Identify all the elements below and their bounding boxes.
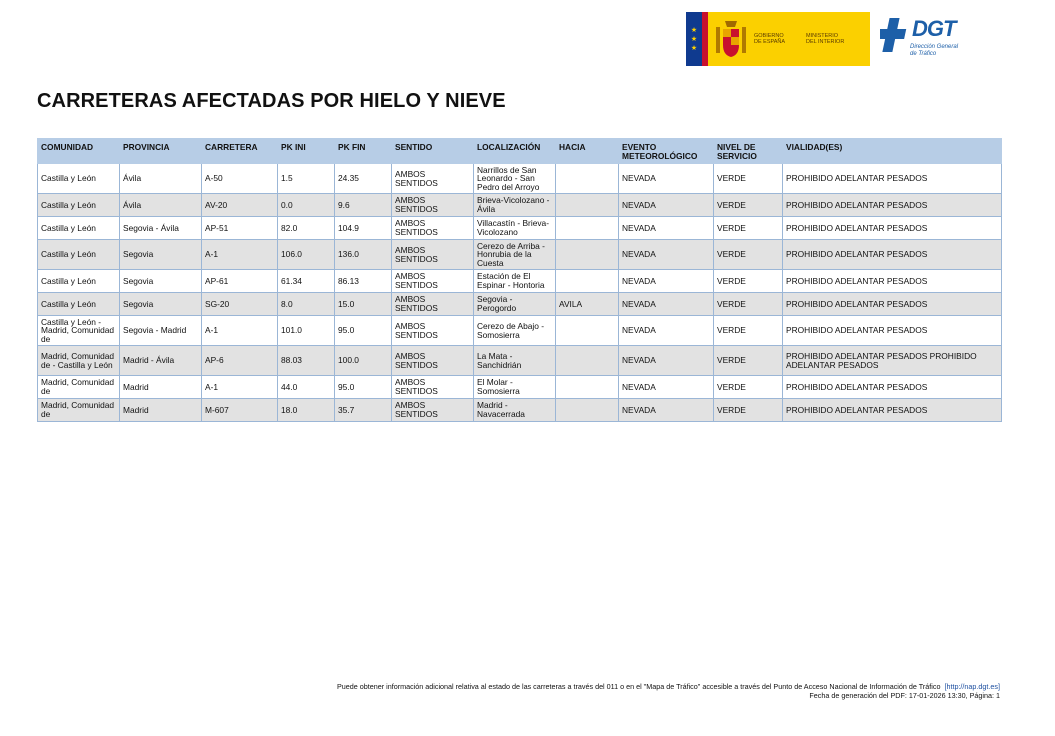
cell-comunidad: Madrid, Comunidad de xyxy=(38,399,120,422)
cell-localizacion: Narrillos de San Leonardo - San Pedro del Arroyo xyxy=(474,164,556,194)
cell-provincia: Madrid xyxy=(120,399,202,422)
cell-pk-fin: 100.0 xyxy=(335,346,392,376)
cell-evento: NEVADA xyxy=(619,293,714,316)
footer-generated: Fecha de generación del PDF: 17-01-2026 13:30, Página: 1 xyxy=(809,691,1000,700)
cell-sentido: AMBOS SENTIDOS xyxy=(392,164,474,194)
cell-provincia: Ávila xyxy=(120,164,202,194)
cell-hacia xyxy=(556,240,619,270)
cell-sentido: AMBOS SENTIDOS xyxy=(392,194,474,217)
dgt-cross-icon xyxy=(880,16,910,54)
cell-hacia: AVILA xyxy=(556,293,619,316)
cell-pk-fin: 136.0 xyxy=(335,240,392,270)
cell-localizacion: Segovia - Perogordo xyxy=(474,293,556,316)
cell-comunidad: Madrid, Comunidad de - Castilla y León xyxy=(38,346,120,376)
table-row xyxy=(38,376,1002,399)
col-hacia: HACIA xyxy=(556,139,619,164)
col-sentido: SENTIDO xyxy=(392,139,474,164)
table-row xyxy=(38,316,1002,346)
footer-info-text: Puede obtener información adicional relativa al estado de las carreteras a través del 011 o en el "Mapa de Tráfico" accesible a través del Punto de Acceso Nacional de Información de Tráfico xyxy=(336,682,941,691)
cell-vialidad: PROHIBIDO ADELANTAR PESADOS xyxy=(783,376,1002,399)
cell-vialidad: PROHIBIDO ADELANTAR PESADOS xyxy=(783,240,1002,270)
cell-nivel: VERDE xyxy=(714,240,783,270)
table-row xyxy=(38,164,1002,194)
cell-vialidad: PROHIBIDO ADELANTAR PESADOS xyxy=(783,316,1002,346)
cell-comunidad: Castilla y León xyxy=(38,293,120,316)
table-row xyxy=(38,399,1002,422)
cell-pk-fin: 86.13 xyxy=(335,270,392,293)
table-row xyxy=(38,194,1002,217)
cell-pk-fin: 24.35 xyxy=(335,164,392,194)
cell-nivel: VERDE xyxy=(714,399,783,422)
dgt-subtitle: Dirección General de Tráfico xyxy=(910,44,959,57)
cell-pk-ini: 106.0 xyxy=(278,240,335,270)
cell-localizacion: Brieva-Vicolozano - Ávila xyxy=(474,194,556,217)
cell-hacia xyxy=(556,346,619,376)
cell-evento: NEVADA xyxy=(619,240,714,270)
cell-sentido: AMBOS SENTIDOS xyxy=(392,293,474,316)
col-vialidad: VIALIDAD(ES) xyxy=(783,139,1002,164)
cell-hacia xyxy=(556,164,619,194)
cell-sentido: AMBOS SENTIDOS xyxy=(392,240,474,270)
cell-provincia: Segovia xyxy=(120,293,202,316)
cell-sentido: AMBOS SENTIDOS xyxy=(392,316,474,346)
cell-localizacion: Villacastín - Brieva-Vicolozano xyxy=(474,217,556,240)
cell-sentido: AMBOS SENTIDOS xyxy=(392,376,474,399)
col-comunidad: COMUNIDAD xyxy=(38,139,120,164)
cell-carretera: AP-61 xyxy=(202,270,278,293)
cell-nivel: VERDE xyxy=(714,217,783,240)
cell-evento: NEVADA xyxy=(619,270,714,293)
cell-comunidad: Castilla y León xyxy=(38,270,120,293)
gobierno-espana-logo xyxy=(686,12,870,66)
cell-nivel: VERDE xyxy=(714,346,783,376)
cell-sentido: AMBOS SENTIDOS xyxy=(392,217,474,240)
eu-flag-strip: ★ ★ ★ xyxy=(686,12,708,66)
cell-carretera: A-1 xyxy=(202,316,278,346)
cell-hacia xyxy=(556,399,619,422)
cell-comunidad: Castilla y León xyxy=(38,164,120,194)
page-title: CARRETERAS AFECTADAS POR HIELO Y NIEVE xyxy=(37,90,506,112)
cell-carretera: AP-51 xyxy=(202,217,278,240)
cell-vialidad: PROHIBIDO ADELANTAR PESADOS xyxy=(783,293,1002,316)
col-localizacion: LOCALIZACIÓN xyxy=(474,139,556,164)
cell-nivel: VERDE xyxy=(714,376,783,399)
cell-sentido: AMBOS SENTIDOS xyxy=(392,399,474,422)
cell-vialidad: PROHIBIDO ADELANTAR PESADOS xyxy=(783,194,1002,217)
cell-evento: NEVADA xyxy=(619,194,714,217)
nap-link[interactable]: [http://nap.dgt.es] xyxy=(944,682,1000,691)
cell-evento: NEVADA xyxy=(619,164,714,194)
cell-pk-fin: 9.6 xyxy=(335,194,392,217)
page-footer xyxy=(337,682,1000,700)
table-body xyxy=(38,164,1002,422)
cell-hacia xyxy=(556,217,619,240)
table-header-row xyxy=(38,139,1002,164)
cell-localizacion: Cerezo de Arriba - Honrubia de la Cuesta xyxy=(474,240,556,270)
cell-localizacion: El Molar - Somosierra xyxy=(474,376,556,399)
cell-carretera: AP-6 xyxy=(202,346,278,376)
cell-provincia: Madrid - Ávila xyxy=(120,346,202,376)
footer-info-line xyxy=(337,682,1000,691)
cell-carretera: A-1 xyxy=(202,376,278,399)
col-pk-ini: PK INI xyxy=(278,139,335,164)
cell-carretera: AV-20 xyxy=(202,194,278,217)
cell-nivel: VERDE xyxy=(714,194,783,217)
dgt-wordmark: DGT xyxy=(912,16,956,41)
col-carretera: CARRETERA xyxy=(202,139,278,164)
cell-vialidad: PROHIBIDO ADELANTAR PESADOS xyxy=(783,164,1002,194)
cell-hacia xyxy=(556,376,619,399)
cell-pk-ini: 8.0 xyxy=(278,293,335,316)
cell-comunidad: Madrid, Comunidad de xyxy=(38,376,120,399)
cell-provincia: Ávila xyxy=(120,194,202,217)
cell-localizacion: Estación de El Espinar - Hontoria xyxy=(474,270,556,293)
cell-vialidad: PROHIBIDO ADELANTAR PESADOS xyxy=(783,270,1002,293)
cell-nivel: VERDE xyxy=(714,164,783,194)
cell-pk-fin: 104.9 xyxy=(335,217,392,240)
cell-nivel: VERDE xyxy=(714,293,783,316)
coat-of-arms-icon xyxy=(714,17,748,61)
cell-pk-fin: 95.0 xyxy=(335,316,392,346)
cell-comunidad: Castilla y León xyxy=(38,194,120,217)
cell-evento: NEVADA xyxy=(619,346,714,376)
cell-provincia: Segovia xyxy=(120,240,202,270)
cell-evento: NEVADA xyxy=(619,376,714,399)
table-row xyxy=(38,270,1002,293)
col-evento: EVENTO METEOROLÓGICO xyxy=(619,139,714,164)
cell-pk-fin: 15.0 xyxy=(335,293,392,316)
col-pk-fin: PK FIN xyxy=(335,139,392,164)
cell-carretera: A-50 xyxy=(202,164,278,194)
cell-comunidad: Castilla y León xyxy=(38,217,120,240)
cell-localizacion: La Mata - Sanchidrián xyxy=(474,346,556,376)
cell-localizacion: Madrid - Navacerrada xyxy=(474,399,556,422)
cell-evento: NEVADA xyxy=(619,316,714,346)
table-row xyxy=(38,346,1002,376)
cell-hacia xyxy=(556,316,619,346)
cell-provincia: Segovia - Madrid xyxy=(120,316,202,346)
cell-nivel: VERDE xyxy=(714,270,783,293)
cell-sentido: AMBOS SENTIDOS xyxy=(392,270,474,293)
cell-comunidad: Castilla y León - Madrid, Comunidad de xyxy=(38,316,120,346)
cell-provincia: Segovia xyxy=(120,270,202,293)
cell-vialidad: PROHIBIDO ADELANTAR PESADOS PROHIBIDO ADELANTAR PESADOS xyxy=(783,346,1002,376)
cell-sentido: AMBOS SENTIDOS xyxy=(392,346,474,376)
cell-hacia xyxy=(556,194,619,217)
cell-evento: NEVADA xyxy=(619,217,714,240)
cell-pk-ini: 82.0 xyxy=(278,217,335,240)
cell-carretera: A-1 xyxy=(202,240,278,270)
cell-pk-ini: 101.0 xyxy=(278,316,335,346)
cell-pk-ini: 88.03 xyxy=(278,346,335,376)
col-nivel: NIVEL DE SERVICIO xyxy=(714,139,783,164)
cell-pk-ini: 0.0 xyxy=(278,194,335,217)
cell-carretera: SG-20 xyxy=(202,293,278,316)
cell-evento: NEVADA xyxy=(619,399,714,422)
cell-pk-fin: 95.0 xyxy=(335,376,392,399)
dgt-logo xyxy=(880,16,970,66)
cell-provincia: Segovia - Ávila xyxy=(120,217,202,240)
cell-pk-ini: 18.0 xyxy=(278,399,335,422)
ministerio-text: MINISTERIO DEL INTERIOR xyxy=(806,32,845,45)
cell-localizacion: Cerezo de Abajo - Somosierra xyxy=(474,316,556,346)
cell-pk-fin: 35.7 xyxy=(335,399,392,422)
cell-comunidad: Castilla y León xyxy=(38,240,120,270)
roads-table xyxy=(37,138,1002,422)
table-row xyxy=(38,217,1002,240)
table-row xyxy=(38,240,1002,270)
cell-nivel: VERDE xyxy=(714,316,783,346)
cell-provincia: Madrid xyxy=(120,376,202,399)
cell-pk-ini: 44.0 xyxy=(278,376,335,399)
cell-carretera: M-607 xyxy=(202,399,278,422)
cell-vialidad: PROHIBIDO ADELANTAR PESADOS xyxy=(783,217,1002,240)
cell-pk-ini: 61.34 xyxy=(278,270,335,293)
cell-vialidad: PROHIBIDO ADELANTAR PESADOS xyxy=(783,399,1002,422)
cell-hacia xyxy=(556,270,619,293)
gobierno-text: GOBIERNO DE ESPAÑA xyxy=(754,32,786,45)
col-provincia: PROVINCIA xyxy=(120,139,202,164)
table-row xyxy=(38,293,1002,316)
cell-pk-ini: 1.5 xyxy=(278,164,335,194)
